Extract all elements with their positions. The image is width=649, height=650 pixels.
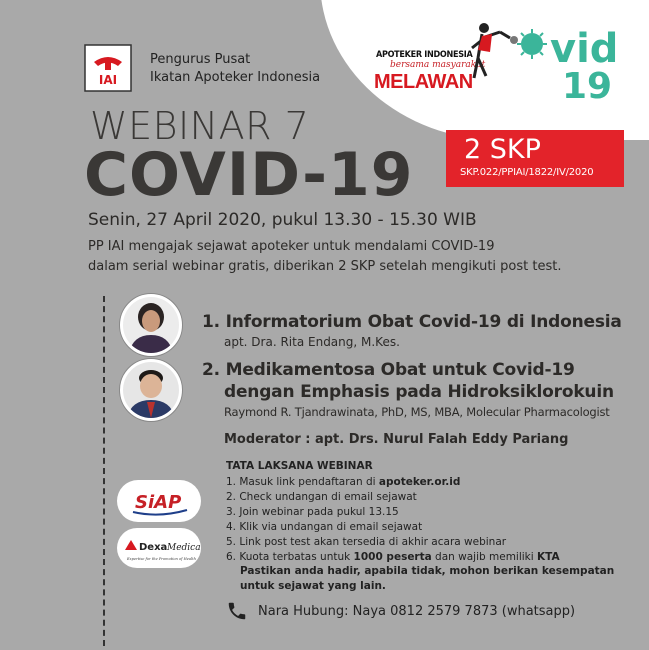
logo-text: IAI bbox=[98, 73, 118, 87]
intro-line1: PP IAI mengajak sejawat apoteker untuk mendalami COVID-19 bbox=[88, 239, 495, 254]
step6-prefix: 6. Kuota terbatas untuk bbox=[226, 551, 354, 563]
procedure-step-3: 3. Join webinar pada pukul 13.15 bbox=[226, 506, 399, 518]
intro-line2: dalam serial webinar gratis, diberikan 2 SKP setelah mengikuti post test. bbox=[88, 259, 562, 274]
org-name-line2: Ikatan Apoteker Indonesia bbox=[150, 70, 321, 85]
org-name-line1: Pengurus Pusat bbox=[150, 52, 251, 67]
step6-mid: dan wajib memiliki bbox=[431, 551, 538, 563]
dexa-logo-sub: Medica bbox=[167, 543, 201, 553]
webinar-number: WEBINAR 7 bbox=[90, 104, 310, 148]
covid19-logo-icon bbox=[470, 18, 630, 104]
procedure-step-1 bbox=[226, 475, 560, 490]
contact-info: Nara Hubung: Naya 0812 2579 7873 (whatsapp) bbox=[258, 604, 576, 619]
attendance-note-line1: Pastikan anda hadir, apabila tidak, mohon berikan kesempatan bbox=[240, 565, 615, 577]
procedure-step-5: 5. Link post test akan tersedia di akhir acara webinar bbox=[226, 536, 507, 548]
procedure-heading: TATA LAKSANA WEBINAR bbox=[226, 460, 373, 472]
moderator: Moderator : apt. Drs. Nurul Falah Eddy Pariang bbox=[224, 432, 569, 447]
session1-title: 1. Informatorium Obat Covid-19 di Indonesia bbox=[202, 312, 622, 332]
dashed-divider bbox=[103, 296, 105, 646]
procedure-list bbox=[226, 475, 560, 565]
campaign-line2: bersama masyarakat bbox=[390, 60, 486, 70]
webinar-topic: COVID-19 bbox=[84, 140, 414, 210]
siap-logo-text: SiAP bbox=[135, 492, 182, 513]
iai-logo-icon bbox=[84, 44, 132, 92]
speaker2-portrait-icon bbox=[123, 362, 179, 418]
session2-speaker: Raymond R. Tjandrawinata, PhD, MS, MBA, Molecular Pharmacologist bbox=[224, 405, 610, 419]
covid-logo-text: vid bbox=[550, 26, 619, 72]
campaign-line3: MELAWAN bbox=[374, 71, 473, 93]
dexa-tagline: Expertise for the Promotion of Health bbox=[127, 557, 196, 561]
phone-icon bbox=[226, 600, 248, 622]
skp-badge bbox=[446, 130, 624, 187]
speaker1-portrait-icon bbox=[123, 297, 179, 353]
kta-requirement: KTA bbox=[537, 551, 560, 563]
dexa-sponsor-logo bbox=[117, 528, 201, 568]
attendance-note-line2: untuk sejawat yang lain. bbox=[240, 580, 386, 592]
campaign-line1: APOTEKER INDONESIA bbox=[376, 50, 473, 60]
registration-link[interactable]: apoteker.or.id bbox=[378, 476, 461, 488]
covid-logo-number: 19 bbox=[562, 66, 613, 104]
speaker2-avatar bbox=[120, 359, 182, 421]
session1-speaker: apt. Dra. Rita Endang, M.Kes. bbox=[224, 335, 400, 349]
skp-value: 2 SKP bbox=[464, 134, 541, 165]
siap-sponsor-logo bbox=[117, 480, 201, 522]
event-date: Senin, 27 April 2020, pukul 13.30 - 15.30 WIB bbox=[88, 210, 477, 230]
session2-title-line2: dengan Emphasis pada Hidroksiklorokuin bbox=[224, 382, 614, 402]
procedure-step-6 bbox=[226, 550, 560, 565]
step1-text: 1. Masuk link pendaftaran di bbox=[226, 476, 379, 488]
quota-count: 1000 peserta bbox=[353, 551, 432, 563]
speaker1-avatar bbox=[120, 294, 182, 356]
skp-code: SKP.022/PPIAI/1822/IV/2020 bbox=[460, 167, 594, 178]
session2-title-line1: 2. Medikamentosa Obat untuk Covid-19 bbox=[202, 360, 575, 380]
procedure-step-2: 2. Check undangan di email sejawat bbox=[226, 491, 417, 503]
dexa-logo-text: Dexa bbox=[139, 542, 168, 553]
procedure-step-4: 4. Klik via undangan di email sejawat bbox=[226, 521, 423, 533]
